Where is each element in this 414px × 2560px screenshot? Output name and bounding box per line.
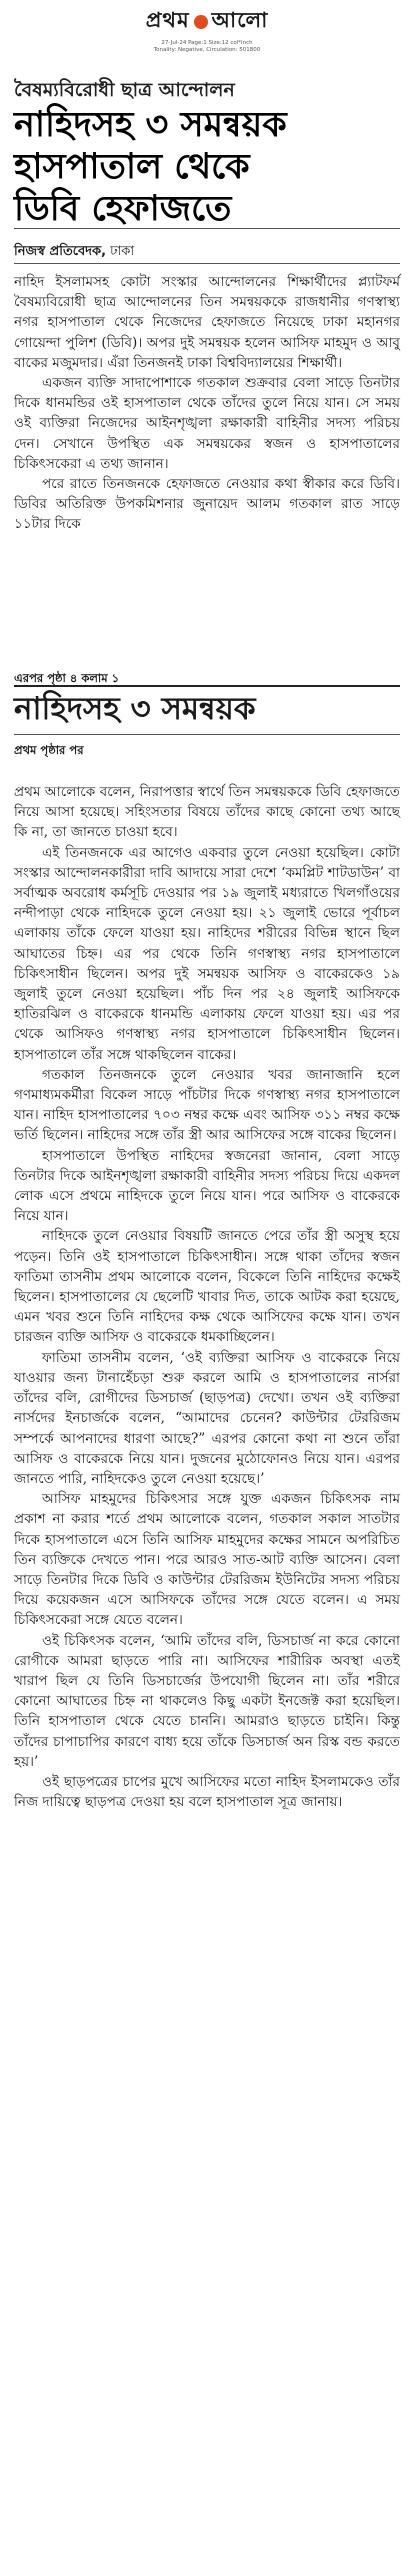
article-body-lead xyxy=(14,272,400,535)
paragraph: নাহিদকে তুলে নেওয়ার বিষয়টি জানতে পেরে তাঁর স্ত্রী অসুস্থ হয়ে পড়েন। তিনি ওই হাসপাতালে চিকিৎসাধীন। সঙ্গে থাকা তাঁদের স্বজন ফাতিমা তাসনীম প্রথম আলোকে বলেন, বিকেলে তিনি নাহিদের কক্ষেই ছিলেন। হাসপাতালের যে ছেলেটি খাবার দিত, তাকে আটক করা হয়েছে, এমন খবর শুনে তিনি নাহিদের কক্ষ থেকে আসিফের কক্ষে যান। তখন চারজন ব্যক্তি আসিফ ও বাকেরকে ধমকাচ্ছিলেন। xyxy=(14,1228,400,1346)
paragraph: নাহিদ ইসলামসহ কোটা সংস্কার আন্দোলনের শিক্ষার্থীদের প্ল্যাটফর্ম বৈষম্যবিরোধী ছাত্র আন্দোলনের তিন সমন্বয়ককে রাজধানীর গণস্বাস্থ্য নগর হাসপাতাল থেকে নিজেদের হেফাজতে নিয়েছে ঢাকা মহানগর গোয়েন্দা পুলিশ (ডিবি)। অপর দুই সমন্বয়ক হলেন আসিফ মাহমুদ ও আবু বাকের মজুমদার। এঁরা তিনজনই ঢাকা বিশ্ববিদ্যালয়ের শিক্ষার্থী। xyxy=(14,274,400,371)
clipping-meta xyxy=(0,40,414,54)
logo-sun-icon xyxy=(194,15,208,29)
headline-line: হাসপাতাল থেকে xyxy=(14,147,250,187)
paragraph: আসিফ মাহমুদের চিকিৎসার সঙ্গে যুক্ত একজন চিকিৎসক নাম প্রকাশ না করার শর্তে প্রথম আলোকে বলেন, গতকাল সকাল সাতটার দিকে হাসপাতালে এসে তিনি আসিফ মাহমুদের কক্ষের সামনে অপরিচিত তিন ব্যক্তিকে দেখতে পান। পরে আরও সাত-আট ব্যক্তি আসেন। বেলা সাড়ে তিনটার দিকে ডিবি ও কাউন্টার টেররিজম ইউনিটের সদস্য পরিচয় দিয়ে কয়েকজন এসে আসিফকে তাঁদের সঙ্গে যেতে বলেন। এ সময় চিকিৎসকেরা সঙ্গে যেতে বলেন। xyxy=(14,1491,400,1629)
divider xyxy=(14,228,400,229)
byline-author: নিজস্ব প্রতিবেদক, xyxy=(14,244,107,259)
paragraph: ওই চিকিৎসক বলেন, ‘আমি তাঁদের বলি, ডিসচার্জ না করে কোনো রোগীকে আমরা ছাড়তে পারি না। আসিফের শারীরিক অবস্থা এতই খারাপ ছিল যে তিনি ডিসচার্জের উপযোগী ছিলেন না। তাঁর শরীরে কোনো আঘাতের চিহ্ন না থাকলেও কিছু একটা ইনজেক্ট করা হয়েছিল। তিনি হাসপাতাল থেকে যেতে চাননি। আমরাও ছাড়তে চাইনি। কিন্তু তাঁদের চাপাচাপির কারণে বাধ্য হয়ে তাঁকে ডিসচার্জ অন রিস্ক বন্ড করতে হয়।’ xyxy=(14,1632,400,1770)
divider xyxy=(14,263,400,264)
clipping-meta-line1: 27-Jul-24 Page:1 Size:12 col*inch xyxy=(161,40,253,46)
paragraph: ফাতিমা তাসনীম বলেন, ‘ওই ব্যক্তিরা আসিফ ও বাকেরকে নিয়ে যাওয়ার জন্য টানাহেঁচড়া শুরু করলে আমি ও হাসপাতালের নার্সরা তাঁদের বলি, রোগীদের ডিসচার্জ (ছাড়পত্র) দেখো। তখন ওই ব্যক্তিরা নার্সদের ইনচার্জকে বলেন, “আমাদের চেনেন? কাউন্টার টেররিজম সম্পর্কে আপনাদের ধারণা আছে?” এরপর কোনো কথা না শুনে তাঁরা আসিফ ও বাকেরকে নিয়ে যান। দুজনের মুঠোফোনও নিয়ে যান। এরপর জানতে পারি, নাহিদকেও তুলে নেওয়া হয়েছে।’ xyxy=(14,1349,400,1487)
clipping-meta-line2: Tonality: Negative, Circulation: 501800 xyxy=(153,47,261,53)
paragraph: ওই ছাড়পত্রের চাপের মুখে আসিফের মতো নাহিদ ইসলামকেও তাঁর নিজ দায়িত্বে ছাড়পত্র দেওয়া হয় বলে হাসপাতাল সূত্র জানায়। xyxy=(14,1773,400,1811)
logo-text-right: আলো xyxy=(211,8,269,32)
continued-from-note: প্রথম পৃষ্ঠার পর xyxy=(14,743,84,757)
kicker: বৈষম্যবিরোধী ছাত্র আন্দোলন xyxy=(14,79,235,101)
byline-place: ঢাকা xyxy=(106,244,135,259)
masthead xyxy=(0,4,414,54)
headline-line: ডিবি হেফাজতে xyxy=(14,189,232,229)
newspaper-logo xyxy=(146,4,269,39)
jump-headline: নাহিদসহ ৩ সমন্বয়ক xyxy=(14,691,256,727)
article-body-continued xyxy=(14,782,400,1812)
logo-text-left: প্রথম xyxy=(145,8,190,32)
paragraph: পরে রাতে তিনজনকে হেফাজতে নেওয়ার কথা স্বীকার করে ডিবি। ডিবির অতিরিক্ত উপকমিশনার জুনায়েদ আলম গতকাল রাত সাড়ে ১১টার দিকে xyxy=(14,476,400,533)
paragraph: গতকাল তিনজনকে তুলে নেওয়ার খবর জানাজানি হলে গণমাধ্যমকর্মীরা বিকেল সাড়ে পাঁচটার দিকে গণস্বাস্থ্য নগর হাসপাতালে যান। নাহিদ হাসপাতালের ৭০৩ নম্বর কক্ষে এবং আসিফ ৩১১ নম্বর কক্ষে ভর্তি ছিলেন। নাহিদের সঙ্গে তাঁর স্ত্রী আর আসিফের সঙ্গে বাকের ছিলেন। xyxy=(14,1066,400,1144)
paragraph: হাসপাতালে উপস্থিত নাহিদের স্বজনেরা জানান, বেলা সাড়ে তিনটার দিকে আইনশৃঙ্খলা রক্ষাকারী বাহিনীর সদস্য পরিচয় দিয়ে একদল লোক এসে প্রথমে নাহিদকে তুলে নিয়ে যান। পরে আসিফ ও বাকেরকে নিয়ে যান। xyxy=(14,1147,400,1225)
paragraph: একজন ব্যক্তি সাদাপোশাকে গতকাল শুক্রবার বেলা সাড়ে তিনটার দিকে ধানমন্ডির ওই হাসপাতাল থেকে তাঁদের তুলে নিয়ে যান। সে সময় ওই ব্যক্তিরা নিজেদের আইনশৃঙ্খলা রক্ষাকারী বাহিনীর সদস্য পরিচয় দেন। সেখানে উপস্থিত এক সমন্বয়কের স্বজন ও হাসপাতালের চিকিৎসকেরা এ তথ্য জানান। xyxy=(14,375,400,472)
divider xyxy=(14,685,400,687)
paragraph: প্রথম আলোকে বলেন, নিরাপত্তার স্বার্থে তিন সমন্বয়ককে ডিবি হেফাজতে নিয়ে আসা হয়েছে। সহিংসতার বিষয়ে তাঁদের কাছে কোনো তথ্য আছে কি না, তা জানতে চাওয়া হবে। xyxy=(14,784,400,841)
headline xyxy=(14,104,400,230)
continued-on-note: এরপর পৃষ্ঠা ৪ কলাম ১ xyxy=(14,671,120,685)
byline xyxy=(14,242,400,263)
paragraph: এই তিনজনকে এর আগেও একবার তুলে নেওয়া হয়েছিল। কোটা সংস্কার আন্দোলনকারীরা দাবি আদায়ে সারা দেশে ‘কমপ্লিট শাটডাউন’ বা সর্বাত্মক অবরোধ কর্মসূচি দেওয়ার পর ১৯ জুলাই মধ্যরাতে খিলগাঁওয়ের নন্দীপাড়া থেকে নাহিদকে তুলে নেওয়া হয়। ২১ জুলাই ভোরে পূর্বাচল এলাকায় তাঁকে ফেলে যাওয়া হয়। নাহিদের শরীরের বিভিন্ন স্থানে ছিল আঘাতের চিহ্ন। এর পর থেকে তিনি গণস্বাস্থ্য নগর হাসপাতালে চিকিৎসাধীন ছিলেন। অপর দুই সমন্বয়ক আসিফ ও বাকেরকেও ১৯ জুলাই তুলে নেওয়া হয়েছিল। পাঁচ দিন পর ২৪ জুলাই আসিফকে হাতিরঝিল ও বাকেরকে ধানমন্ডি এলাকায় ফেলে যাওয়া হয়। এর পর থেকে আসিফও গণস্বাস্থ্য নগর হাসপাতালে চিকিৎসাধীন ছিলেন। হাসপাতালে তাঁর সঙ্গে থাকছিলেন বাকের। xyxy=(14,844,400,1063)
divider xyxy=(14,734,400,735)
headline-line: নাহিদসহ ৩ সমন্বয়ক xyxy=(14,105,287,145)
